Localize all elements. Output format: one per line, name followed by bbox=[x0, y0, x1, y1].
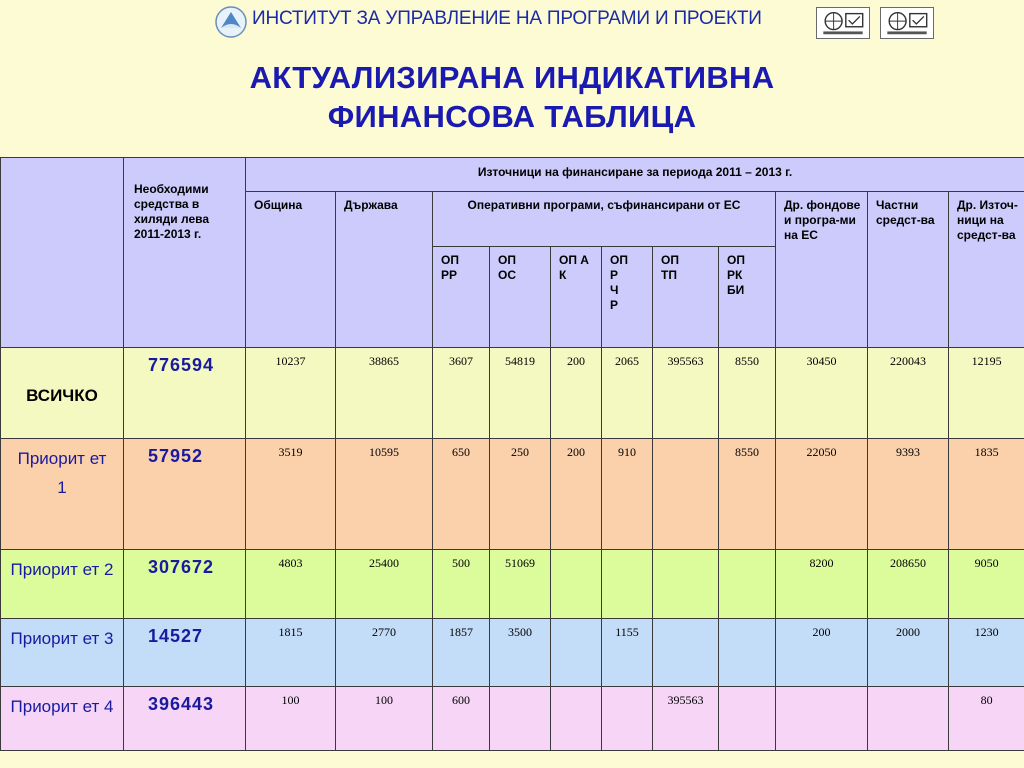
value-cell bbox=[719, 439, 776, 550]
value: 1835 bbox=[974, 445, 999, 459]
value-cell bbox=[336, 348, 433, 439]
value-cell bbox=[653, 550, 719, 619]
value: 22050 bbox=[806, 445, 837, 459]
row-total: 14527 bbox=[148, 626, 204, 646]
value-cell bbox=[246, 687, 336, 751]
value: 2000 bbox=[896, 625, 920, 639]
value: 100 bbox=[281, 693, 300, 707]
value-cell bbox=[551, 439, 602, 550]
op-rchr-line2: Р bbox=[610, 268, 619, 282]
op-rchr-header bbox=[602, 247, 653, 348]
value-cell bbox=[246, 550, 336, 619]
value-cell bbox=[490, 439, 551, 550]
value-cell bbox=[336, 687, 433, 751]
op-ak-label: ОП А К bbox=[559, 253, 589, 282]
row-label: Приорит ет 4 bbox=[10, 697, 114, 716]
value bbox=[602, 687, 652, 693]
municipality-label: Община bbox=[254, 198, 303, 212]
op-rkbi-label bbox=[719, 247, 775, 298]
value-cell bbox=[336, 619, 433, 687]
other-sources-header bbox=[949, 192, 1024, 348]
op-ak-header bbox=[551, 247, 602, 348]
value-cell bbox=[653, 687, 719, 751]
row-label-line1: Приорит ет bbox=[17, 449, 107, 468]
value-cell bbox=[868, 619, 949, 687]
value-cell bbox=[336, 439, 433, 550]
value: 200 bbox=[567, 354, 585, 368]
value-cell bbox=[776, 550, 868, 619]
row-total: 396443 bbox=[148, 694, 215, 714]
op-group-label: Оперативни програми, съфинансирани от ЕС bbox=[467, 198, 741, 212]
row-total: 307672 bbox=[148, 557, 215, 577]
financial-table bbox=[0, 157, 1024, 751]
table-row-priority-1 bbox=[1, 439, 1024, 550]
value-cell bbox=[949, 439, 1024, 550]
value: 80 bbox=[980, 693, 993, 707]
row-label: Приорит ет 3 bbox=[10, 629, 114, 648]
op-os-header bbox=[490, 247, 551, 348]
value: 200 bbox=[812, 625, 831, 639]
value bbox=[653, 550, 718, 556]
value bbox=[551, 687, 601, 693]
row-label-cell bbox=[1, 439, 124, 550]
value: 3500 bbox=[508, 625, 532, 639]
value-cell bbox=[868, 550, 949, 619]
value-cell bbox=[653, 348, 719, 439]
other-sources-label: Др. Източ-ници на средст-ва bbox=[957, 198, 1018, 242]
op-rchr-line3: Ч bbox=[610, 283, 619, 297]
value-cell bbox=[551, 550, 602, 619]
value-cell bbox=[776, 619, 868, 687]
value bbox=[776, 687, 867, 693]
op-rr-header bbox=[433, 247, 490, 348]
value-cell bbox=[551, 619, 602, 687]
value-cell bbox=[490, 619, 551, 687]
value-cell bbox=[602, 348, 653, 439]
value-cell bbox=[719, 687, 776, 751]
value bbox=[719, 550, 775, 556]
value-cell bbox=[433, 550, 490, 619]
value-cell bbox=[551, 687, 602, 751]
value: 208650 bbox=[890, 556, 926, 570]
row-total-cell bbox=[124, 687, 246, 751]
value: 8550 bbox=[735, 354, 759, 368]
municipality-header bbox=[246, 192, 336, 348]
value: 8200 bbox=[809, 556, 834, 570]
value-cell bbox=[602, 687, 653, 751]
value-cell bbox=[602, 550, 653, 619]
row-label-line2: 1 bbox=[57, 478, 67, 497]
other-eu-label: Др. фондове и програ-ми на ЕС bbox=[784, 198, 861, 242]
value-cell bbox=[949, 619, 1024, 687]
value-cell bbox=[868, 348, 949, 439]
value-cell bbox=[776, 687, 868, 751]
value-cell bbox=[776, 439, 868, 550]
value-cell bbox=[776, 348, 868, 439]
page-title-line2: ФИНАНСОВА ТАБЛИЦА bbox=[327, 99, 697, 134]
value bbox=[653, 619, 718, 625]
value bbox=[719, 687, 775, 693]
value-cell bbox=[490, 348, 551, 439]
value: 8550 bbox=[735, 445, 759, 459]
value: 2770 bbox=[372, 625, 396, 639]
value-cell bbox=[433, 348, 490, 439]
op-tp-label: ОП ТП bbox=[661, 253, 679, 282]
state-header bbox=[336, 192, 433, 348]
value: 220043 bbox=[890, 354, 926, 368]
private-header bbox=[868, 192, 949, 348]
value-cell bbox=[433, 619, 490, 687]
value: 650 bbox=[452, 445, 470, 459]
row-total-cell bbox=[124, 348, 246, 439]
value bbox=[719, 619, 775, 625]
value-cell bbox=[949, 550, 1024, 619]
op-rkbi-line1: ОП bbox=[727, 253, 745, 267]
value-cell bbox=[949, 348, 1024, 439]
value: 1155 bbox=[615, 625, 639, 639]
op-os-label: ОП ОС bbox=[498, 253, 516, 282]
row-label-cell bbox=[1, 619, 124, 687]
institute-logo-icon bbox=[215, 6, 247, 38]
value bbox=[551, 619, 601, 625]
value: 2065 bbox=[615, 354, 639, 368]
value bbox=[551, 550, 601, 556]
value-cell bbox=[602, 439, 653, 550]
value: 910 bbox=[618, 445, 636, 459]
state-label: Държава bbox=[344, 198, 398, 212]
row-label-cell bbox=[1, 348, 124, 439]
value: 250 bbox=[511, 445, 529, 459]
op-rchr-label bbox=[602, 247, 652, 313]
row-label: Приорит ет 2 bbox=[10, 560, 114, 579]
value-cell bbox=[719, 550, 776, 619]
value: 25400 bbox=[369, 556, 399, 570]
header-bar bbox=[0, 0, 1024, 46]
value bbox=[602, 550, 652, 556]
value-cell bbox=[719, 348, 776, 439]
header-row-1 bbox=[1, 158, 1024, 192]
op-rchr-line1: ОП bbox=[610, 253, 628, 267]
value: 1857 bbox=[449, 625, 473, 639]
table-row-total bbox=[1, 348, 1024, 439]
row-label-cell bbox=[1, 550, 124, 619]
value: 9393 bbox=[896, 445, 920, 459]
page-title bbox=[0, 58, 1024, 136]
value-cell bbox=[246, 439, 336, 550]
value: 3607 bbox=[449, 354, 473, 368]
row-total-cell bbox=[124, 619, 246, 687]
sources-header bbox=[246, 158, 1024, 192]
row-total-cell bbox=[124, 439, 246, 550]
value: 500 bbox=[452, 556, 470, 570]
page-title-line1: АКТУАЛИЗИРАНА ИНДИКАТИВНА bbox=[249, 60, 775, 95]
value bbox=[490, 687, 550, 693]
value-cell bbox=[653, 619, 719, 687]
op-rkbi-line2: РК БИ bbox=[727, 268, 745, 297]
private-label: Частни средст-ва bbox=[876, 198, 935, 227]
ukas-certificate-icon bbox=[880, 7, 934, 39]
value-cell bbox=[246, 348, 336, 439]
value: 10595 bbox=[369, 445, 399, 459]
value-cell bbox=[336, 550, 433, 619]
value-cell bbox=[868, 687, 949, 751]
value: 200 bbox=[567, 445, 585, 459]
op-group-header bbox=[433, 192, 776, 247]
op-tp-header bbox=[653, 247, 719, 348]
op-rchr-line4: Р bbox=[610, 298, 619, 312]
op-rkbi-header bbox=[719, 247, 776, 348]
table-row-priority-3 bbox=[1, 619, 1024, 687]
value: 1230 bbox=[974, 625, 999, 639]
value: 30450 bbox=[806, 354, 837, 368]
value: 12195 bbox=[971, 354, 1002, 368]
value: 395563 bbox=[667, 354, 704, 368]
value-cell bbox=[490, 550, 551, 619]
value-cell bbox=[551, 348, 602, 439]
value-cell bbox=[433, 687, 490, 751]
value: 3519 bbox=[278, 445, 303, 459]
table-row-priority-4 bbox=[1, 687, 1024, 751]
value: 395563 bbox=[667, 693, 704, 707]
need-period: 2011-2013 г. bbox=[134, 227, 202, 241]
sources-label: Източници на финансиране за периода 2011 – 2013 г. bbox=[477, 165, 793, 179]
need-header bbox=[124, 158, 246, 348]
corner-cell bbox=[1, 158, 124, 348]
value-cell bbox=[719, 619, 776, 687]
value-cell bbox=[602, 619, 653, 687]
institute-name: ИНСТИТУТ ЗА УПРАВЛЕНИЕ НА ПРОГРАМИ И ПРОЕКТИ bbox=[252, 8, 762, 29]
value: 1815 bbox=[278, 625, 303, 639]
value-cell bbox=[653, 439, 719, 550]
row-total-cell bbox=[124, 550, 246, 619]
row-label-cell bbox=[1, 687, 124, 751]
row-label: ВСИЧКО bbox=[26, 386, 98, 405]
value: 100 bbox=[375, 693, 393, 707]
value bbox=[868, 687, 948, 693]
iso-certificate-icon bbox=[816, 7, 870, 39]
row-total: 776594 bbox=[148, 355, 215, 375]
value: 54819 bbox=[505, 354, 535, 368]
other-eu-header bbox=[776, 192, 868, 348]
value: 51069 bbox=[505, 556, 535, 570]
value-cell bbox=[433, 439, 490, 550]
value-cell bbox=[490, 687, 551, 751]
value-cell bbox=[868, 439, 949, 550]
value bbox=[653, 439, 718, 445]
value: 10237 bbox=[275, 354, 306, 368]
row-label bbox=[1, 439, 123, 499]
need-label: Необходими средства в хиляди лева bbox=[134, 182, 210, 226]
row-total: 57952 bbox=[148, 446, 204, 466]
value: 38865 bbox=[369, 354, 399, 368]
value-cell bbox=[949, 687, 1024, 751]
value: 4803 bbox=[278, 556, 303, 570]
value-cell bbox=[246, 619, 336, 687]
value: 600 bbox=[452, 693, 470, 707]
op-rr-label: ОП РР bbox=[441, 253, 459, 282]
table-row-priority-2 bbox=[1, 550, 1024, 619]
value: 9050 bbox=[974, 556, 999, 570]
